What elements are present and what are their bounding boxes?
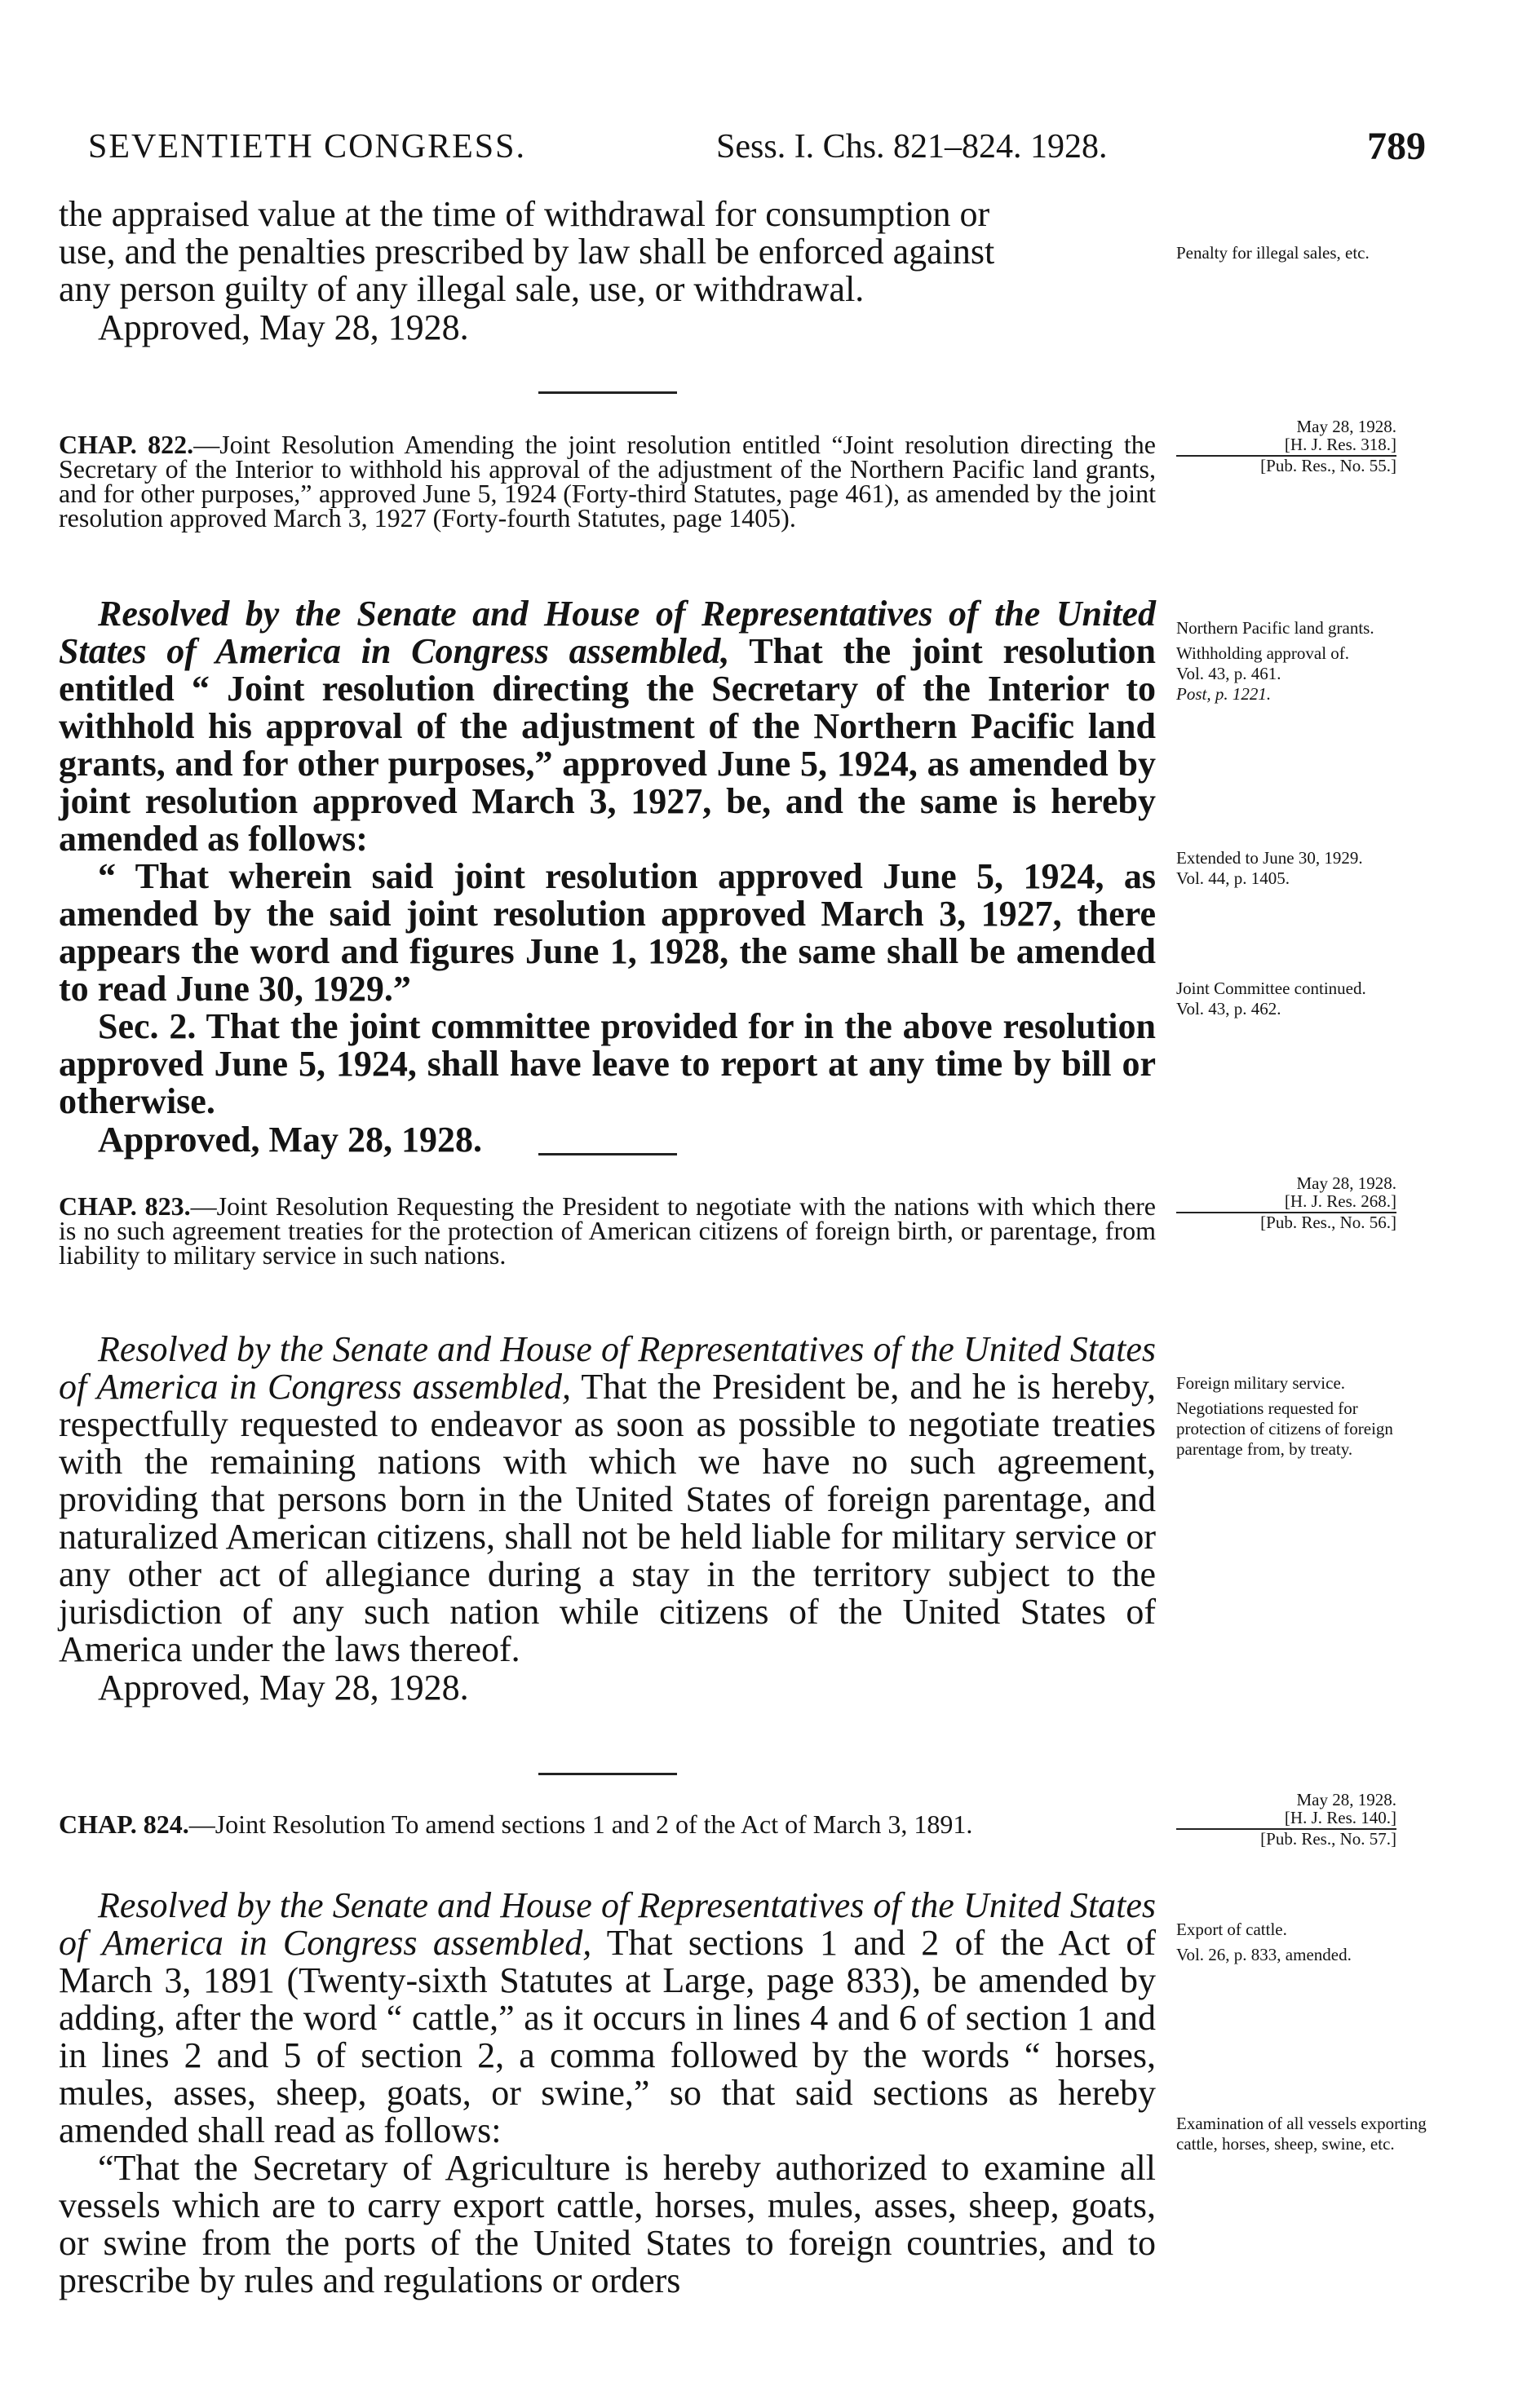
chap822-enacting-clause: Resolved by the Senate and House of Representatives of the United States of America in Congress assembled,: [59, 594, 1156, 671]
chap822-date: May 28, 1928.: [1296, 417, 1396, 436]
page-number: 789: [1367, 125, 1426, 168]
chap824-margin-export: Export of cattle. Vol. 26, p. 833, amended.: [1176, 1920, 1352, 1964]
chap824-para1: That sections 1 and 2 of the Act of March 3, 1891 (Twenty-sixth Statutes at Large, page 833), be amended by adding, after the word “ cattle,” as it occurs in lines 4 and 6 of section 1 and in lines 2 and 5 of section 2, a comma followed by the words “ horses, mules, asses, sheep, goats, or swine,” so that said sections as hereby amended shall read as follows:: [59, 1923, 1156, 2150]
chap823-date-block: [1176, 1174, 1429, 1231]
chap824-heading: [59, 1809, 1156, 1839]
chap822-body: [59, 595, 1156, 1160]
chap823-para1: That the President be, and he is hereby, respectfully requested to endeavor as soon as possible to negotiate treaties with the remaining nations with which we have no such agreement, providing that persons born in the United States of foreign parentage, and naturalized American citizens, shall not be held liable for military service or any other act of allegiance during a stay in the territory subject to the jurisdiction of any such nation while citizens of the United States of America under the laws thereof.: [59, 1367, 1156, 1669]
chap823-title: —Joint Resolution Requesting the President to negotiate with the nations with which there is no such agreement treaties for the protection of American citizens of foreign birth, or parentage, from liability to military service in such nations.: [59, 1191, 1157, 1270]
chap824-para2: “That the Secretary of Agriculture is hereby authorized to examine all vessels which are to carry export cattle, horses, mules, asses, sheep, goats, or swine from the ports of the United States to foreign countries, and to prescribe by rules and regulations or orders: [59, 2148, 1156, 2300]
chap822-heading: [59, 432, 1156, 530]
chap824-title: —Joint Resolution To amend sections 1 and 2 of the Act of March 3, 1891.: [188, 1809, 973, 1839]
chap823-label: CHAP. 823.: [59, 1191, 191, 1221]
prev-approved: Approved, May 28, 1928.: [98, 307, 469, 347]
running-head: [88, 127, 1426, 176]
chap822-pub-no: [Pub. Res., No. 55.]: [1260, 456, 1396, 475]
margin-note-penalty: Penalty for illegal sales, etc.: [1176, 243, 1370, 263]
chap824-res-no: [H. J. Res. 140.]: [1176, 1809, 1396, 1830]
chap823-enacting-clause: Resolved by the Senate and House of Representatives of the United States of America in Congress assembled,: [59, 1329, 1156, 1407]
chap824-pub-no: [Pub. Res., No. 57.]: [1260, 1829, 1396, 1849]
session-chapters: Sess. I. Chs. 821–824. 1928.: [716, 128, 1108, 166]
chap823-res-no: [H. J. Res. 268.]: [1176, 1192, 1396, 1213]
chap824-date: May 28, 1928.: [1296, 1790, 1396, 1809]
chap822-margin-committee: Joint Committee continued. Vol. 43, p. 462.: [1176, 979, 1366, 1018]
chap822-approved: Approved, May 28, 1928.: [98, 1120, 482, 1160]
divider: [538, 1153, 677, 1155]
prev-line-2: use, and the penalties prescribed by law shall be enforced against: [59, 232, 995, 272]
chap823-margin-notes: Foreign military service. Negotiations requested for protection of citizens of foreign parentage from, by treaty.: [1176, 1373, 1393, 1459]
prev-line-1: the appraised value at the time of withdrawal for consumption or: [59, 194, 990, 234]
chap822-para1: That the joint resolution entitled “ Joint resolution directing the Secretary of the Interior to withhold his approval of the adjustment of the Northern Pacific land grants, and for other purposes,” approved June 5, 1924, as amended by joint resolution approved March 3, 1927, be, and the same is hereby amended as follows:: [59, 631, 1156, 859]
chap824-label: CHAP. 824.: [59, 1809, 189, 1839]
chap822-sec2-text: That the joint committee provided for in the above resolution approved June 5, 1924, shall have leave to report at any time by bill or otherwise.: [59, 1006, 1156, 1121]
prev-chapter-tail: [59, 196, 1156, 347]
chap822-res-no: [H. J. Res. 318.]: [1176, 435, 1396, 457]
divider: [538, 1773, 677, 1775]
chap823-heading: [59, 1191, 1157, 1270]
chap822-date-block: [1176, 418, 1429, 475]
chap822-label: CHAP. 822.: [59, 430, 194, 459]
chap823-date: May 28, 1928.: [1296, 1173, 1396, 1193]
chap823-body: [59, 1331, 1156, 1708]
prev-line-3: any person guilty of any illegal sale, use, or withdrawal.: [59, 269, 865, 309]
chap822-para2: “ That wherein said joint resolution approved June 5, 1924, as amended by the said joint resolution approved March 3, 1927, there appears the word and figures June 1, 1928, the same shall be amended to read June 30, 1929.”: [59, 856, 1156, 1009]
chap823-pub-no: [Pub. Res., No. 56.]: [1260, 1213, 1396, 1232]
chap823-approved: Approved, May 28, 1928.: [98, 1668, 469, 1708]
chap824-body: [59, 1887, 1156, 2300]
chap822-margin-extension: Extended to June 30, 1929. Vol. 44, p. 1405.: [1176, 848, 1363, 888]
chap824-enacting-clause: Resolved by the Senate and House of Representatives of the United States of America in Congress assembled,: [59, 1885, 1156, 1963]
congress-title: SEVENTIETH CONGRESS.: [88, 128, 527, 166]
chap822-title: —Joint Resolution Amending the joint resolution entitled “Joint resolution directing the Secretary of the Interior to withhold his approval of the adjustment of the Northern Pacific land grants, and for other purposes,” approved June 5, 1924 (Forty-third Statutes, page 461), as amended by the joint resolution approved March 3, 1927 (Forty-fourth Statutes, page 1405).: [59, 430, 1157, 532]
chap824-margin-examination: Examination of all vessels exporting cattle, horses, sheep, swine, etc.: [1176, 2114, 1427, 2154]
chap824-date-block: [1176, 1791, 1429, 1848]
chap822-sec2-label: Sec. 2.: [98, 1006, 197, 1046]
divider: [538, 391, 677, 394]
chap822-margin-notes: Northern Pacific land grants. Withholding approval of. Vol. 43, p. 461. Post, p. 1221.: [1176, 618, 1374, 704]
